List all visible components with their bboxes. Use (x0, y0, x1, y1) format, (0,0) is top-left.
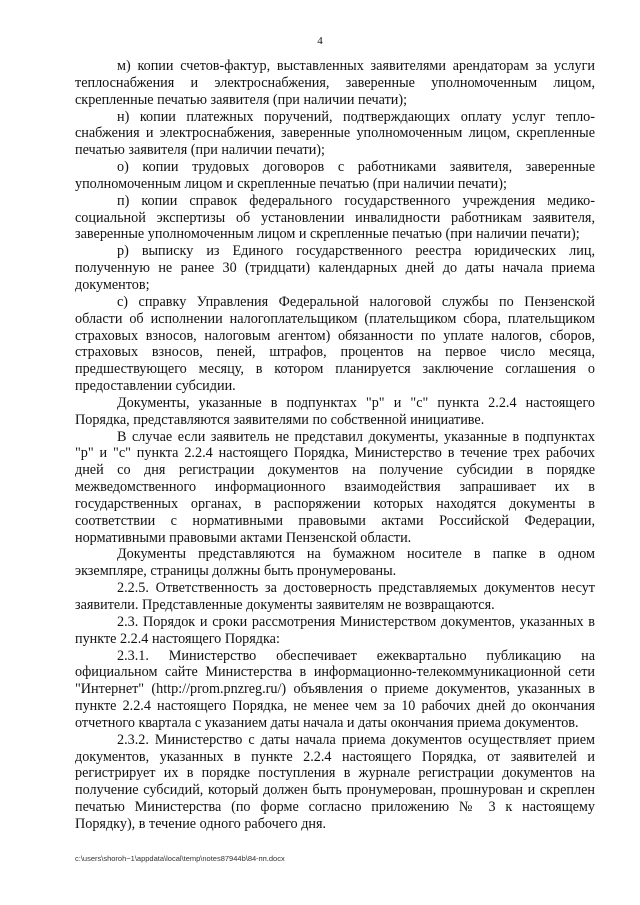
paragraph-2-3: 2.3. Порядок и сроки рассмотрения Министерством документов, указанных в пункте 2.2.4 настоящего Порядка: (75, 613, 595, 647)
paragraph-2-3-1: 2.3.1. Министерство обеспечивает ежеквартально публикацию на официальном сайте Министерства в информационно-телекоммуникационной сети "Интернет" (http://prom.pnzreg.ru/) объявления о приеме документов, указанных в пункте 2.2.4 настоящего Порядка, не менее чем за 10 рабочих дней до окончания отчетного квартала с указанием даты начала и даты окончания приема документов. (75, 647, 595, 731)
paragraph-2-3-2: 2.3.2. Министерство с даты начала приема документов осуществляет прием документов, указанных в пункте 2.2.4 настоящего Порядка, от заявителей и регистрирует их в порядке поступления в журнале регистрации документов на получение субсидий, который должен быть пронумерован, прошнурован и скреплен печатью Министерства (по форме согласно приложению № 3 к настоящему Порядку), в течение одного рабочего дня. (75, 731, 595, 832)
document-body (75, 58, 595, 833)
footer-file-path: c:\users\shoroh~1\appdata\local\temp\notes87944b\84-пп.docx (75, 854, 285, 863)
page-number: 4 (317, 35, 323, 47)
paragraph-s: с) справку Управления Федеральной налоговой службы по Пензенской области об исполнении налогоплательщиком (плательщиком сбора, плательщиком страховых взносов, налоговым агентом) обязанности по уплате налогов, сборов, страховых взносов, пеней, штрафов, процентов на первое число месяца, предшествующего месяцу, в котором планируется заключение соглашения о предоставлении субсидии. (75, 293, 595, 395)
paragraph-p: п) копии справок федерального государственного учреждения медико-социальной экспертизы об установлении инвалидности работникам заявителя, заверенные уполномоченным лицом и скрепленные печатью (при наличии печати); (75, 192, 595, 243)
paragraph-m: м) копии счетов-фактур, выставленных заявителями арендаторам за услуги теплоснабжения и электроснабжения, заверенные уполномоченным лицом, скрепленные печатью заявителя (при наличии печати); (75, 58, 595, 108)
paragraph-2-2-5: 2.2.5. Ответственность за достоверность представляемых документов несут заявители. Представленные документы заявителям не возвращаются. (75, 580, 595, 613)
paragraph-interagency-request: В случае если заявитель не представил документы, указанные в подпунктах "р" и "с" пункта 2.2.4 настоящего Порядка, Министерство в течение трех рабочих дней со дня регистрации документов на получение субсидии в порядке межведомственного информационного взаимодействия запрашивает их в государственных органах, в распоряжении которых находятся документы в соответствии с нормативными правовыми актами Российской Федерации, нормативными правовыми актами Пензенской области. (75, 428, 595, 546)
paragraph-paper-format: Документы представляются на бумажном носителе в папке в одном экземпляре, страницы должны быть пронумерованы. (75, 546, 595, 580)
paragraph-own-initiative: Документы, указанные в подпунктах "р" и "с" пункта 2.2.4 настоящего Порядка, представляются заявителями по собственной инициативе. (75, 394, 595, 428)
paragraph-n: н) копии платежных поручений, подтверждающих оплату услуг теплоснабжения и электроснабжения, заверенные уполномоченным лицом, скрепленные печатью заявителя (при наличии печати); (75, 108, 595, 159)
paragraph-o: о) копии трудовых договоров с работниками заявителя, заверенные уполномоченным лицом и скрепленные печатью (при наличии печати); (75, 159, 595, 192)
paragraph-r: р) выписку из Единого государственного реестра юридических лиц, полученную не ранее 30 (тридцати) календарных дней до даты начала приема документов; (75, 243, 595, 293)
